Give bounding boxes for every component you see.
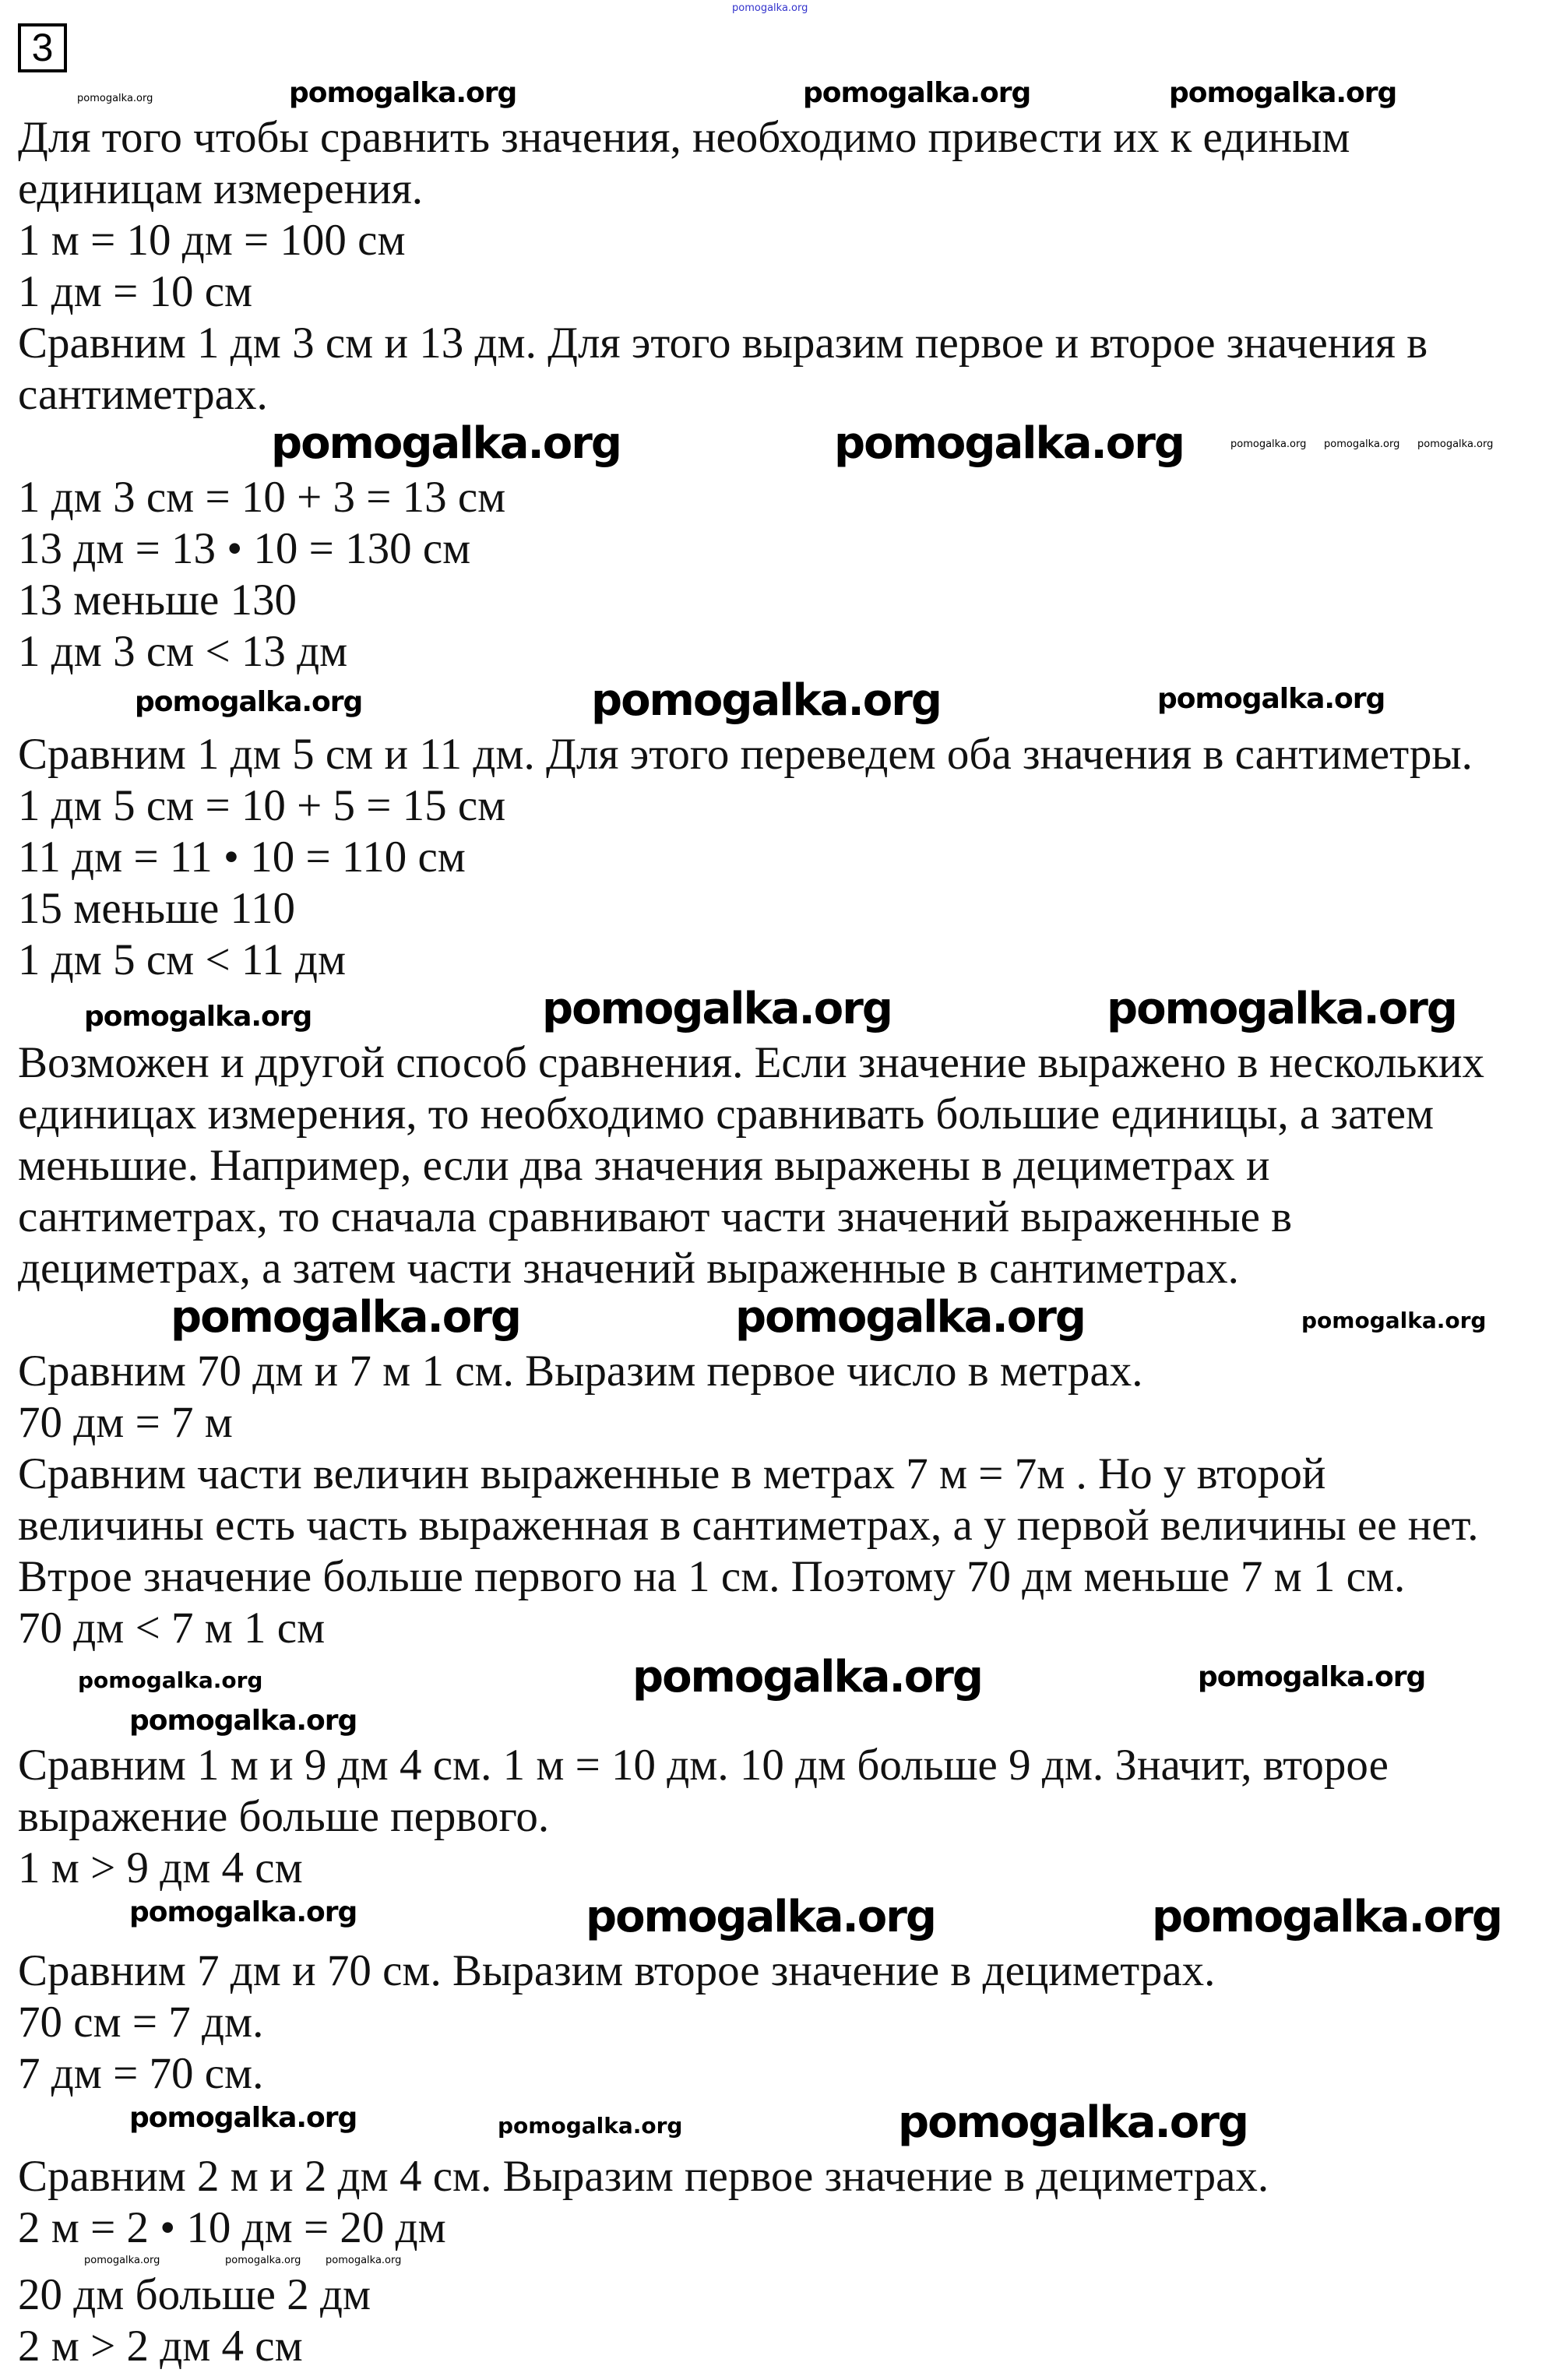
text-line: 1 дм 5 см = 10 + 5 = 15 см (18, 781, 506, 830)
text-line: Сравним 1 дм 3 см и 13 дм. Для этого выразим первое и второе значения в (18, 319, 1428, 368)
watermark: pomogalka.org (586, 1892, 935, 1942)
text-line: Сравним части величин выраженные в метрах 7 м = 7м . Но у второй (18, 1449, 1326, 1498)
task-number: 3 (18, 23, 67, 72)
text-line: Для того чтобы сравнить значения, необходимо привести их к единым (18, 113, 1350, 162)
watermark: pomogalka.org (78, 1667, 263, 1693)
watermark: pomogalka.org (326, 2255, 402, 2266)
text-line: Возможен и другой способ сравнения. Если значение выражено в нескольких (18, 1038, 1485, 1087)
watermark: pomogalka.org (1169, 77, 1397, 109)
watermark-row (0, 1894, 1549, 1945)
header-row (0, 0, 1549, 78)
watermark-row (0, 2097, 1549, 2151)
watermark: pomogalka.org (129, 1896, 357, 1928)
watermark: pomogalka.org (129, 2102, 357, 2134)
watermark: pomogalka.org (225, 2255, 301, 2266)
watermark: pomogalka.org (803, 77, 1031, 109)
text-line: 11 дм = 11 • 10 = 110 см (18, 833, 466, 882)
text-line: 70 см = 7 дм. (18, 1998, 264, 2047)
watermark-row (0, 2254, 1549, 2269)
text-line: 1 дм = 10 см (18, 267, 253, 316)
watermark: pomogalka.org (1107, 984, 1456, 1034)
watermark-row (0, 675, 1549, 729)
watermark-row (0, 1654, 1549, 1706)
text-line: 2 м = 2 • 10 дм = 20 дм (18, 2203, 446, 2252)
watermark: pomogalka.org (171, 1292, 520, 1343)
text-line: дециметрах, а затем части значений выраженные в сантиметрах. (18, 1244, 1239, 1293)
watermark: pomogalka.org (84, 1001, 312, 1033)
text-line: 1 дм 3 см = 10 + 3 = 13 см (18, 473, 506, 522)
watermark: pomogalka.org (1152, 1892, 1501, 1942)
watermark-row (0, 986, 1549, 1037)
text-line: единицам измерения. (18, 164, 424, 213)
watermark: pomogalka.org (129, 1705, 357, 1737)
text-line: 2 м > 2 дм 4 см (18, 2322, 303, 2371)
text-line: 20 дм больше 2 дм (18, 2270, 371, 2319)
text-line: 15 меньше 110 (18, 884, 295, 933)
watermark: pomogalka.org (1301, 1308, 1487, 1333)
text-line: 1 м > 9 дм 4 см (18, 1843, 303, 1892)
text-line: Сравним 70 дм и 7 м 1 см. Выразим первое число в метрах. (18, 1347, 1143, 1396)
text-line: сантиметрах, то сначала сравнивают части значений выраженные в (18, 1192, 1293, 1241)
text-line: Сравним 1 дм 5 см и 11 дм. Для этого переведем оба значения в сантиметры. (18, 730, 1473, 779)
text-line: 7 дм = 70 см. (18, 2049, 264, 2098)
watermark: pomogalka.org (834, 418, 1184, 469)
text-line: 1 м = 10 дм = 100 см (18, 216, 406, 265)
text-line: меньшие. Например, если два значения выражены в дециметрах и (18, 1141, 1270, 1190)
text-line: Втрое значение больше первого на 1 см. Поэтому 70 дм меньше 7 м 1 см. (18, 1552, 1406, 1601)
watermark: pomogalka.org (77, 93, 153, 104)
watermark-row (0, 1706, 1549, 1740)
watermark: pomogalka.org (1198, 1661, 1426, 1693)
text-line: выражение больше первого. (18, 1792, 550, 1841)
watermark: pomogalka.org (732, 2, 808, 14)
text-line: Сравним 2 м и 2 дм 4 см. Выразим первое значение в дециметрах. (18, 2152, 1269, 2201)
watermark: pomogalka.org (498, 2113, 683, 2139)
watermark: pomogalka.org (1417, 438, 1494, 450)
text-line: Сравним 1 м и 9 дм 4 см. 1 м = 10 дм. 10 дм больше 9 дм. Значит, второе (18, 1741, 1389, 1790)
text-line: 70 дм = 7 м (18, 1398, 233, 1447)
text-line: 1 дм 5 см < 11 дм (18, 935, 347, 984)
watermark: pomogalka.org (271, 418, 621, 469)
text-line: сантиметрах. (18, 370, 268, 419)
watermark: pomogalka.org (735, 1292, 1085, 1343)
text-line: 13 меньше 130 (18, 576, 297, 625)
watermark-row (0, 78, 1549, 112)
watermark: pomogalka.org (289, 77, 517, 109)
watermark: pomogalka.org (632, 1652, 982, 1702)
watermark-row (0, 1294, 1549, 1346)
text-line: Сравним 7 дм и 70 см. Выразим второе значение в дециметрах. (18, 1946, 1216, 1995)
watermark: pomogalka.org (1230, 438, 1307, 450)
watermark: pomogalka.org (898, 2097, 1248, 2148)
watermark: pomogalka.org (84, 2255, 160, 2266)
watermark: pomogalka.org (591, 675, 941, 726)
watermark: pomogalka.org (1324, 438, 1400, 450)
watermark: pomogalka.org (542, 984, 892, 1034)
watermark: pomogalka.org (1157, 683, 1385, 715)
watermark: pomogalka.org (135, 686, 363, 718)
text-line: 70 дм < 7 м 1 см (18, 1604, 326, 1653)
watermark-row (0, 418, 1549, 472)
text-line: единицах измерения, то необходимо сравнивать большие единицы, а затем (18, 1090, 1435, 1139)
text-line: величины есть часть выраженная в сантиметрах, а у первой величины ее нет. (18, 1501, 1479, 1550)
text-line: 13 дм = 13 • 10 = 130 см (18, 524, 471, 573)
text-line: 1 дм 3 см < 13 дм (18, 627, 348, 676)
